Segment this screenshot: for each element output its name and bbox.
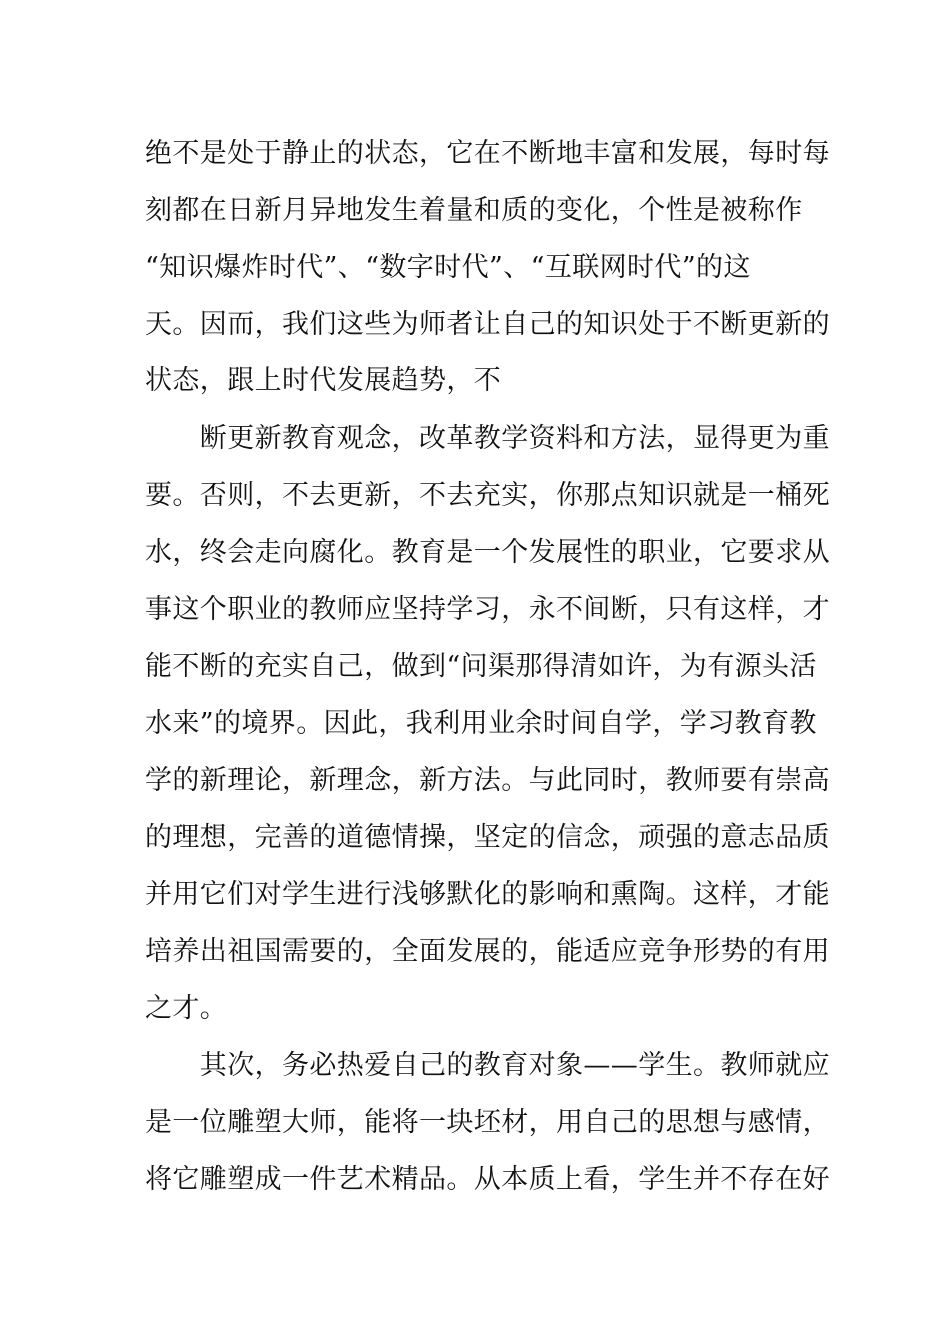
text-line: 的理想，完善的道德情操，坚定的信念，顽强的意志品质 [145,822,830,853]
text-line: 断更新教育观念，改革教学资料和方法，显得更为重 [145,423,830,454]
text-line: “知识爆炸时代”、“数字时代”、“互联网时代”的这 [145,252,751,283]
text-line: 水，终会走向腐化。教育是一个发展性的职业，它要求从 [145,537,830,568]
text-line: 学的新理论，新理念，新方法。与此同时，教师要有崇高 [145,765,830,796]
text-line: 将它雕塑成一件艺术精品。从本质上看，学生并不存在好 [145,1164,830,1195]
text-line: 事这个职业的教师应坚持学习，永不间断，只有这样，才 [145,594,830,625]
text-line: 要。否则，不去更新，不去充实，你那点知识就是一桶死 [145,480,830,511]
text-line: 刻都在日新月异地发生着量和质的变化，个性是被称作 [145,195,803,226]
text-line: 能不断的充实自己，做到“问渠那得清如许，为有源头活 [145,651,817,682]
text-line: 其次，务必热爱自己的教育对象——学生。教师就应 [145,1050,830,1081]
text-line: 绝不是处于静止的状态，它在不断地丰富和发展，每时每 [145,138,830,169]
text-line: 水来”的境界。因此，我利用业余时间自学，学习教育教 [145,708,817,739]
text-line: 状态，跟上时代发展趋势，不 [145,365,502,396]
text-line: 是一位雕塑大师，能将一块坯材，用自己的思想与感情， [145,1107,830,1138]
text-line: 之才。 [145,993,228,1024]
text-line: 并用它们对学生进行浅够默化的影响和熏陶。这样，才能 [145,879,830,910]
text-line: 天。因而，我们这些为师者让自己的知识处于不断更新的 [145,309,830,340]
text-line: 培养出祖国需要的，全面发展的，能适应竞争形势的有用 [145,936,830,967]
